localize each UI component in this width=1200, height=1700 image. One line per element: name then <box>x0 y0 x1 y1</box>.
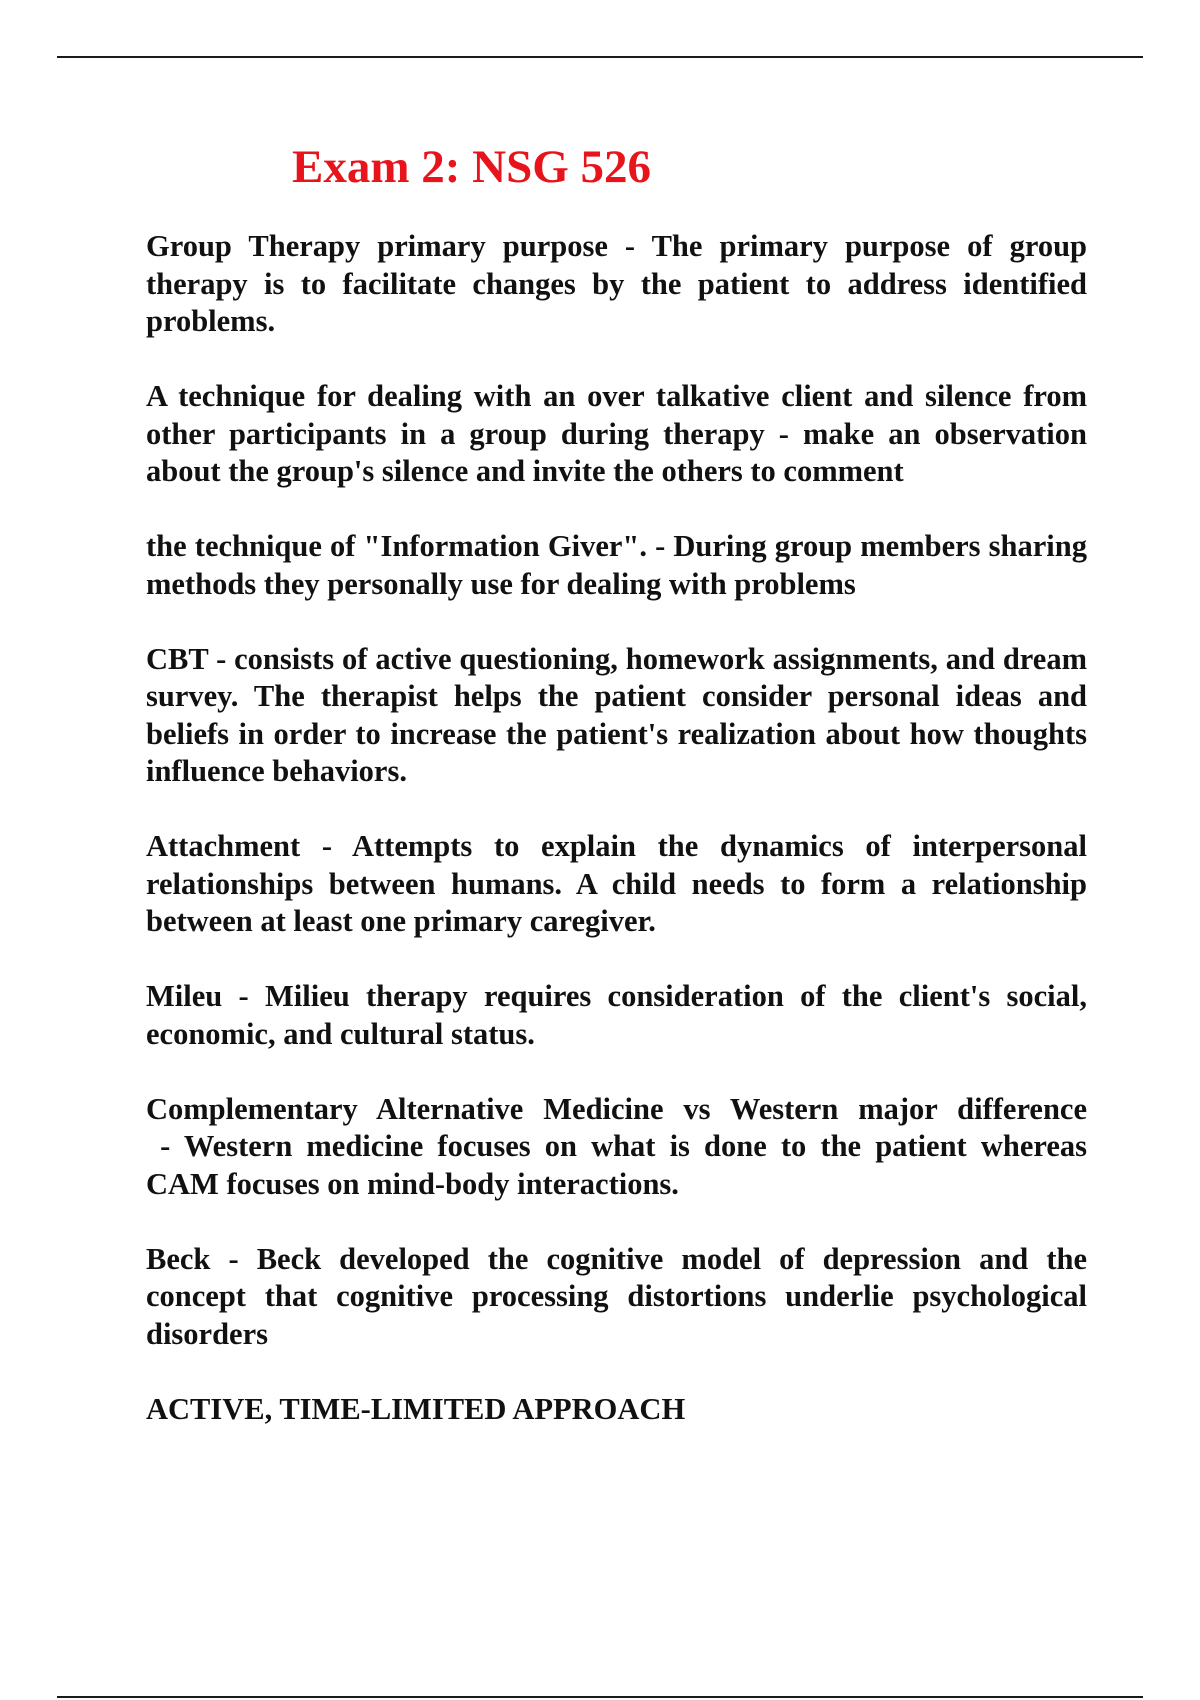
entry-term: Beck <box>146 1241 211 1276</box>
entry-cam-vs-western <box>146 1091 1087 1204</box>
entry-separator: - <box>764 416 804 451</box>
entry-definition: During group members sharing methods they personally use for dealing with problems <box>146 529 1087 601</box>
entry-term: A technique for dealing with an over talkative client and silence from other participants in a group during therapy <box>146 379 1087 451</box>
entry-term: CBT <box>146 641 209 676</box>
entry-term: the technique of "Information Giver". <box>146 529 647 563</box>
entry-definition: Milieu therapy requires consideration of the client's social, economic, and cultural status. <box>146 979 1087 1051</box>
entry-term: Complementary Alternative Medicine vs Western major difference <box>146 1091 1087 1126</box>
entry-group-therapy <box>146 228 1087 341</box>
flashcard-list <box>146 228 1087 1466</box>
entry-separator: - <box>222 979 265 1013</box>
entry-definition: Attempts to explain the dynamics of interpersonal relationships between humans. A child needs to form a relationship between at least one primary caregiver. <box>146 829 1087 938</box>
trailing-heading: ACTIVE, TIME-LIMITED APPROACH <box>146 1391 686 1426</box>
entry-talkative-client <box>146 378 1087 491</box>
entry-attachment <box>146 828 1087 941</box>
entry-definition: Western medicine focuses on what is done to the patient whereas CAM focuses on mind-body interactions. <box>146 1129 1087 1201</box>
entry-definition: consists of active questioning, homework assignments, and dream survey. The therapist helps the patient consider personal ideas and beliefs in order to increase the patient's realization about how thoughts influence behaviors. <box>146 641 1087 788</box>
entry-term: Attachment <box>146 829 301 863</box>
entry-separator: - <box>646 529 674 563</box>
entry-definition: make an observation about the group's silence and invite the others to comment <box>146 416 1087 488</box>
top-rule <box>57 56 1143 58</box>
entry-term: Mileu <box>146 979 223 1013</box>
entry-definition: The primary purpose of group therapy is to facilitate changes by the patient to address identified problems. <box>146 229 1087 338</box>
document-title: Exam 2: NSG 526 <box>292 141 652 193</box>
entry-separator: - <box>607 229 652 263</box>
entry-term: Group Therapy primary purpose <box>146 229 608 263</box>
entry-mileu <box>146 978 1087 1053</box>
bottom-rule <box>57 1696 1143 1698</box>
entry-cbt <box>146 641 1087 791</box>
entry-information-giver <box>146 528 1087 603</box>
entry-definition: Beck developed the cognitive model of depression and the concept that cognitive processing distortions underlie psychological disorders <box>146 1241 1087 1351</box>
entry-beck <box>146 1241 1087 1354</box>
entry-separator: - <box>300 829 352 863</box>
entry-separator: - <box>208 641 235 676</box>
entry-separator: - <box>210 1241 257 1276</box>
entry-separator: - <box>146 1129 184 1163</box>
